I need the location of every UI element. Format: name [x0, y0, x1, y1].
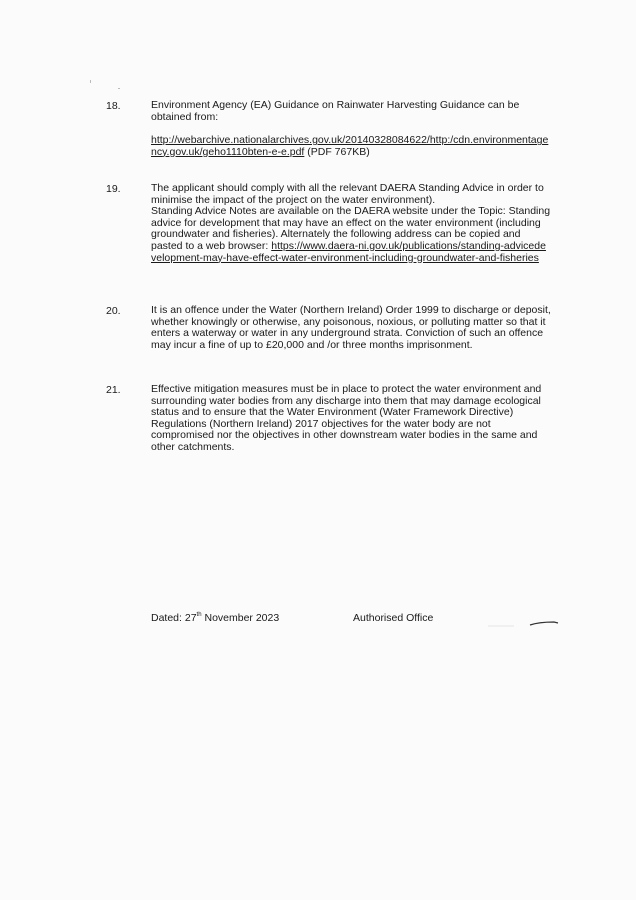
dated-suffix: November 2023 — [201, 612, 280, 624]
clause-body — [151, 384, 551, 454]
dated-prefix: Dated: 27 — [151, 612, 197, 624]
authorised-officer-label: Authorised Office — [353, 612, 434, 624]
daera-link[interactable]: https://www.daera-ni.gov.uk/publications/standing-advicedevelopment-may-have-effect-water-environment-including-groundwater-and-fisheries — [151, 239, 546, 264]
clause-number: 20. — [106, 305, 121, 317]
dated-ordinal: th — [196, 612, 202, 618]
clause-number: 18. — [106, 100, 121, 112]
ea-guidance-link[interactable]: http://webarchive.nationalarchives.gov.uk/20140328084622/http:/cdn.environmentagency.gov.uk/geho1110bten-e-e.pdf — [151, 134, 549, 158]
standing-advice-text: Standing Advice Notes are available on the DAERA website under the Topic: Standing advice for development that may have an effect on the water environment (including groundwater and fisheries). Alternately the following address can be copied and pasted to a web browser: — [151, 205, 551, 252]
clause-number: 21. — [106, 384, 121, 396]
clause-link-line — [151, 135, 551, 158]
clause-text: The applicant should comply with all the relevant DAERA Standing Advice in order to minimise the impact of the project on the water environment). — [151, 182, 544, 206]
clause-text: It is an offence under the Water (Northern Ireland) Order 1999 to discharge or deposit, whether knowingly or otherwise, any poisonous, noxious, or polluting matter so that it enters a waterway or water in any underground strata. Conviction of such an offence may incur a fine of up to £20,000 and /or three months imprisonment. — [151, 304, 551, 351]
scan-speck — [90, 80, 91, 83]
scan-speck — [118, 88, 120, 89]
signature-mark — [484, 614, 564, 630]
clause-text: Effective mitigation measures must be in place to protect the water environment and surrounding water bodies from any discharge into them that may damage ecological status and to ensure that the Water Environment (Water Framework Directive) Regulations (Northern Ireland) 2017 objectives for the water body are not compromised nor the objectives in other downstream water bodies in the same and other catchments. — [151, 383, 542, 453]
clause-text: Environment Agency (EA) Guidance on Rainwater Harvesting Guidance can be obtained from: — [151, 99, 520, 123]
dated-line — [151, 612, 279, 625]
clause-text-continued — [151, 206, 551, 264]
clause-body — [151, 100, 551, 158]
clause-body — [151, 183, 551, 264]
pdf-size-note: (PDF 767KB) — [304, 145, 370, 158]
clause-number: 19. — [106, 183, 121, 195]
clause-body — [151, 305, 551, 351]
